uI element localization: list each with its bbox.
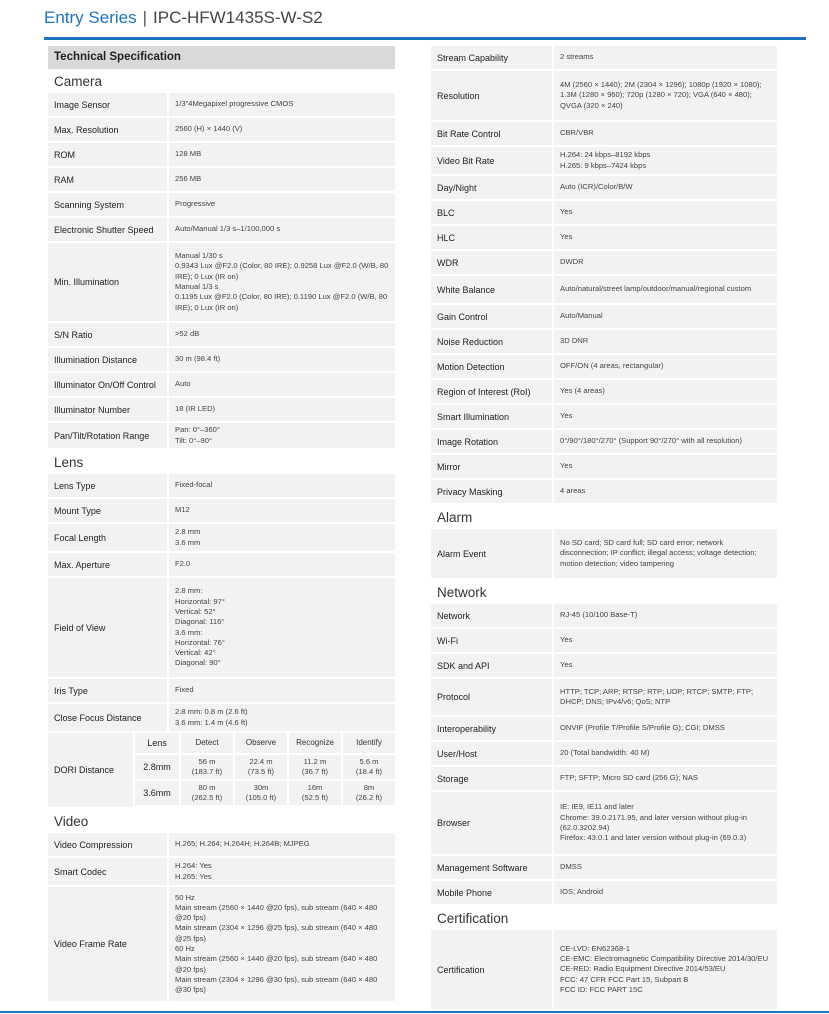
spec-label: WDR [437, 257, 459, 268]
spec-row [431, 201, 777, 226]
spec-label: Day/Night [437, 182, 477, 193]
spec-row [48, 499, 395, 524]
spec-value: Yes [552, 455, 777, 478]
spec-row [431, 717, 777, 742]
spec-row [48, 118, 395, 143]
spec-value: 4M (2560 × 1440); 2M (2304 × 1296); 1080p (1920 × 1080); 1.3M (1280 × 960); 720p (1280 × 720); VGA (640 × 480); QVGA (320 × 240) [552, 71, 777, 120]
spec-row [431, 930, 777, 1011]
spec-row [48, 553, 395, 578]
spec-value: FTP; SFTP; Micro SD card (256 G); NAS [552, 767, 777, 790]
spec-row [48, 398, 395, 423]
dori-value: 16m (52.5 ft) [287, 781, 341, 807]
spec-value: Auto/natural/street lamp/outdoor/manual/regional custom [552, 276, 777, 303]
section-heading: Network [437, 585, 487, 600]
series-name: Entry Series [44, 8, 137, 27]
spec-value: ONVIF (Profile T/Profile S/Profile G); CGI; DMSS [552, 717, 777, 740]
spec-label: Min. Illumination [54, 277, 120, 287]
spec-row [431, 251, 777, 276]
dori-value: 56 m (183.7 ft) [179, 755, 233, 781]
spec-row [48, 93, 395, 118]
section-heading: Lens [54, 455, 84, 470]
spec-row [431, 226, 777, 251]
spec-value: 2.8 mm: Horizontal: 97° Vertical: 52° Diagonal: 116° 3.6 mm: Horizontal: 76° Vertical: 42° Diagonal: 90° [167, 578, 395, 677]
right-column [431, 46, 777, 1011]
spec-row [431, 856, 777, 881]
spec-value: 2560 (H) × 1440 (V) [167, 118, 395, 141]
spec-value: 2 streams [552, 46, 777, 69]
spec-label: BLC [437, 207, 455, 218]
spec-row [48, 578, 395, 679]
dori-value: 11.2 m (36.7 ft) [287, 755, 341, 781]
spec-row [48, 218, 395, 243]
footer-rule [0, 1011, 829, 1013]
spec-label: Management Software [437, 862, 528, 873]
spec-value: 128 MB [167, 143, 395, 166]
spec-label: Alarm Event [437, 548, 487, 559]
spec-label: Certification [437, 964, 485, 975]
spec-label: Illuminator On/Off Control [54, 379, 156, 390]
dori-value: 22.4 m (73.5 ft) [233, 755, 287, 781]
spec-value: DMSS [552, 856, 777, 879]
spec-label: Image Sensor [54, 99, 111, 110]
spec-label: Video Bit Rate [437, 155, 495, 166]
spec-label: Smart Illumination [437, 411, 510, 422]
spec-row [431, 122, 777, 147]
spec-value: 20 (Total bandwidth: 40 M) [552, 742, 777, 765]
spec-row [48, 243, 395, 323]
spec-value: 3D DNR [552, 330, 777, 353]
spec-row [431, 679, 777, 717]
spec-label: Interoperability [437, 723, 497, 734]
spec-value: M12 [167, 499, 395, 522]
spec-label: Lens Type [54, 480, 96, 491]
spec-value: Auto/Manual 1/3 s–1/100,000 s [167, 218, 395, 241]
spec-row [431, 742, 777, 767]
spec-row [48, 704, 395, 733]
spec-value: H.264: Yes H.265: Yes [167, 858, 395, 885]
spec-label: Smart Codec [54, 866, 107, 877]
spec-row [48, 168, 395, 193]
spec-value: IE: IE9, IE11 and later Chrome: 39.0.2171.95, and later version without plug-in (62.0.3202.94) Firefox: 43.0.1 and later version without plug-in (69.0.3) [552, 792, 777, 854]
spec-label: Resolution [437, 90, 480, 101]
spec-label: ROM [54, 149, 75, 160]
model-name: IPC-HFW1435S-W-S2 [153, 8, 323, 27]
spec-label: Video Compression [54, 839, 133, 850]
spec-label: Storage [437, 773, 469, 784]
spec-row [431, 455, 777, 480]
spec-label: Noise Reduction [437, 336, 504, 347]
spec-value: Yes [552, 201, 777, 224]
spec-row [431, 480, 777, 505]
dori-lens: 2.8mm [133, 755, 179, 781]
spec-label: Pan/Tilt/Rotation Range [54, 430, 150, 441]
spec-row [48, 833, 395, 858]
spec-label: Scanning System [54, 199, 125, 210]
spec-row [48, 323, 395, 348]
spec-value: 50 Hz Main stream (2560 × 1440 @20 fps), sub stream (640 × 480 @20 fps) Main stream (2304 × 1296 @25 fps), sub stream (640 × 480 @25 fps) 60 Hz Main stream (2560 × 1440 @20 fps), sub stream (640 × 480 @20 fps) Main stream (2304 × 1296 @30 fps), sub stream (640 × 480 @30 fps) [167, 887, 395, 1001]
spec-row [431, 529, 777, 580]
spec-row [431, 276, 777, 305]
spec-row [431, 792, 777, 856]
spec-label: Privacy Masking [437, 486, 503, 497]
spec-row [431, 604, 777, 629]
spec-value: Progressive [167, 193, 395, 216]
section-heading: Certification [437, 911, 509, 926]
spec-label: Network [437, 610, 471, 621]
dori-header: Identify [341, 733, 395, 755]
spec-value: 30 m (98.4 ft) [167, 348, 395, 371]
spec-label: Mobile Phone [437, 887, 493, 898]
header-separator: | [142, 8, 148, 27]
dori-lens: 3.6mm [133, 781, 179, 807]
spec-value: Auto/Manual [552, 305, 777, 328]
spec-row [431, 176, 777, 201]
spec-label: Motion Detection [437, 361, 505, 372]
spec-label: User/Host [437, 748, 478, 759]
spec-value: Yes (4 areas) [552, 380, 777, 403]
spec-label: Browser [437, 818, 471, 828]
spec-label: Illuminator Number [54, 404, 131, 415]
spec-label: Max. Aperture [54, 559, 111, 570]
dori-header: Recognize [287, 733, 341, 755]
spec-value: F2.0 [167, 553, 395, 576]
spec-row [48, 679, 395, 704]
spec-value: 1/3"4Megapixel progressive CMOS [167, 93, 395, 116]
spec-row [431, 629, 777, 654]
spec-label: Iris Type [54, 685, 88, 696]
spec-label: Mount Type [54, 505, 101, 516]
spec-value: Yes [552, 405, 777, 428]
spec-row [431, 46, 777, 71]
spec-value: OFF/ON (4 areas, rectangular) [552, 355, 777, 378]
spec-row [48, 858, 395, 887]
spec-value: Manual 1/30 s 0.9343 Lux @F2.0 (Color, 80 IRE); 0.9258 Lux @F2.0 (W/B, 80 IRE); 0 Lux (IR on) Manual 1/3 s 0.1195 Lux @F2.0 (Color, 80 IRE); 0.1190 Lux @F2.0 (W/B, 80 IRE); 0 Lux (IR on) [167, 243, 395, 321]
spec-value: IOS; Android [552, 881, 777, 904]
left-column [48, 46, 395, 1003]
spec-value: Yes [552, 226, 777, 249]
spec-row [431, 71, 777, 122]
spec-label: Illumination Distance [54, 354, 138, 365]
dori-value: 30m (105.0 ft) [233, 781, 287, 807]
section-heading: Alarm [437, 510, 473, 525]
spec-label: Close Focus Distance [54, 712, 142, 723]
spec-label: Video Frame Rate [54, 939, 127, 949]
spec-label: White Balance [437, 284, 496, 295]
section-heading: Video [54, 814, 89, 829]
spec-value: H.265; H.264; H.264H; H.264B; MJPEG [167, 833, 395, 856]
spec-label: Max. Resolution [54, 124, 119, 135]
spec-label: Wi-Fi [437, 635, 458, 646]
spec-value: Pan: 0°–360° Tilt: 0°–90° [167, 423, 395, 448]
spec-label: Mirror [437, 461, 461, 472]
spec-value: RJ-45 (10/100 Base-T) [552, 604, 777, 627]
spec-value: No SD card; SD card full; SD card error; network disconnection; IP conflict; illegal access; voltage detection; motion detection; video tampering [552, 529, 777, 578]
spec-value: 18 (IR LED) [167, 398, 395, 421]
spec-row [431, 305, 777, 330]
spec-label: Gain Control [437, 311, 488, 322]
spec-value: >52 dB [167, 323, 395, 346]
dori-label: DORI Distance [54, 765, 115, 775]
spec-label: S/N Ratio [54, 329, 93, 340]
header-rule [44, 37, 806, 40]
spec-label: Image Rotation [437, 436, 499, 447]
spec-value: Auto [167, 373, 395, 396]
spec-row [431, 380, 777, 405]
spec-label: RAM [54, 174, 74, 185]
spec-value: 4 areas [552, 480, 777, 503]
dori-header: Detect [179, 733, 233, 755]
spec-value: Yes [552, 629, 777, 652]
spec-value: HTTP; TCP; ARP; RTSP; RTP; UDP; RTCP; SMTP; FTP; DHCP; DNS; IPv4/v6; QoS; NTP [552, 679, 777, 715]
spec-row [48, 193, 395, 218]
page-header [44, 8, 323, 38]
spec-row [431, 881, 777, 906]
spec-label: SDK and API [437, 660, 490, 671]
dori-value: 8m (26.2 ft) [341, 781, 395, 807]
spec-value: 0°/90°/180°/270° (Support 90°/270° with all resolution) [552, 430, 777, 453]
spec-row [48, 348, 395, 373]
spec-value: DWDR [552, 251, 777, 274]
dori-table [48, 733, 395, 809]
spec-row [48, 423, 395, 450]
dori-header: Lens [133, 733, 179, 755]
spec-row [431, 430, 777, 455]
spec-label: Bit Rate Control [437, 128, 501, 139]
spec-label: Region of Interest (RoI) [437, 386, 531, 397]
dori-header: Observe [233, 733, 287, 755]
spec-value: 256 MB [167, 168, 395, 191]
spec-row [431, 405, 777, 430]
spec-value: CE-LVD: EN62368-1 CE-EMC: Electromagnetic Compatibility Directive 2014/30/EU CE-RED: Radio Equipment Directive 2014/53/EU FCC: 47 CFR FCC Part 15, Subpart B FCC ID: FCC PART 15C [552, 930, 777, 1009]
spec-value: CBR/VBR [552, 122, 777, 145]
spec-label: Electronic Shutter Speed [54, 224, 154, 235]
spec-value: 2.8 mm: 0.8 m (2.6 ft) 3.6 mm: 1.4 m (4.6 ft) [167, 704, 395, 731]
spec-row [431, 355, 777, 380]
spec-value: Fixed-focal [167, 474, 395, 497]
dori-grid [133, 733, 395, 807]
spec-row [48, 373, 395, 398]
spec-value: Yes [552, 654, 777, 677]
spec-row [48, 474, 395, 499]
dori-value: 5.6 m (18.4 ft) [341, 755, 395, 781]
spec-row [48, 524, 395, 553]
spec-value: Auto (ICR)/Color/B/W [552, 176, 777, 199]
spec-value: H.264: 24 kbps–8192 kbps H.265: 9 kbps–7424 kbps [552, 147, 777, 174]
spec-label: Field of View [54, 622, 106, 633]
spec-value: 2.8 mm 3.6 mm [167, 524, 395, 551]
section-heading: Camera [54, 74, 103, 89]
dori-value: 80 m (262.5 ft) [179, 781, 233, 807]
spec-value: Fixed [167, 679, 395, 702]
spec-row [431, 767, 777, 792]
spec-label: Stream Capability [437, 52, 509, 63]
spec-row [431, 654, 777, 679]
spec-row [431, 330, 777, 355]
spec-label: HLC [437, 232, 456, 243]
spec-row [48, 887, 395, 1003]
spec-row [431, 147, 777, 176]
spec-label: Protocol [437, 692, 471, 702]
spec-row [48, 143, 395, 168]
spec-title: Technical Specification [48, 46, 395, 69]
spec-label: Focal Length [54, 532, 107, 543]
